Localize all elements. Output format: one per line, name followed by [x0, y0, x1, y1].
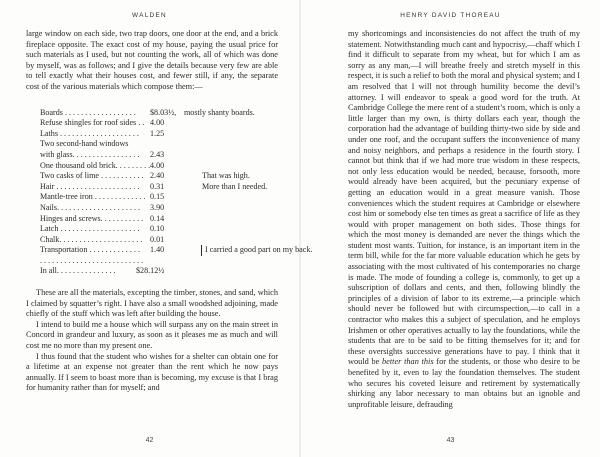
account-total-amount: $28.12½: [136, 266, 165, 276]
cost-accounts-table: [40, 107, 313, 278]
account-item: Hair . . . . . . . . . . . . . . . . . . . . .: [40, 181, 140, 191]
account-item: Two second-hand windows: [40, 139, 129, 149]
right-page: [301, 0, 600, 457]
account-row: [40, 203, 278, 214]
account-item: Mantle-tree iron . . . . . . . . . . . . .: [40, 192, 146, 202]
account-row: [40, 256, 278, 267]
page-number-left: 42: [145, 437, 154, 444]
continued-paragraph: [348, 29, 580, 410]
paragraph-text: my shortcomings and inconsistencies do not affect the truth of my statement. Notwithstanding much cant and hypocrisy,—chaff which I find it difficult to separate from my wheat, but for which I am as sorry as any man,—I will breathe freely and stretch myself in this respect, it is such a relief to both the moral and physical system; and I am resolved that I will not through humility become the devil’s attorney. I will endeavor to speak a good word for the truth. At Cambridge College the mere rent of a student’s room, which is only a little larger than my own, is thirty dollars each year, though the corporation had the advantage of building thirty-two side by side and under one roof, and the occupant suffers the inconvenience of many and noisy neighbors, and perhaps a residence in the fourth story. I cannot but think that if we had more true wisdom in these respects, not only less education would be needed, because, forsooth, more would already have been acquired, but the pecuniary expense of getting an education would in a great measure vanish. Those conveniences which the student requires at Cambridge or elsewhere cost him or somebody else ten times as great a sacrifice of life as they would with proper management on both sides. Those things for which the most money is demanded are never the things which the student most wants. Tuition, for instance, is an important item in the term bill, while for the far more valuable education which he gets by associating with the most cultivated of his contemporaries no charge is made. The mode of founding a college is, commonly, to get up a subscription of dollars and cents, and then, following blindly the principles of a division of labor to its extreme,—a principle which should never be followed but with circumspection,—to call in a contractor who makes this a subject of speculation, and he employs Irishmen or other operatives actually to lay the foundations, while the students that are to be said to be fitting themselves for it; and for these oversights successive generations have to pay. I think that it would be: [348, 29, 580, 367]
account-item: Boards . . . . . . . . . . . . . . . . . .: [40, 107, 136, 117]
account-total-row: [40, 266, 278, 277]
account-row: [40, 171, 278, 182]
account-row: [40, 192, 278, 203]
account-note: That was high.: [202, 171, 250, 181]
account-item: Transportation . . . . . . . . . . . . .: [40, 245, 140, 255]
account-row: [40, 161, 278, 172]
account-amount: $8.03½,: [150, 107, 177, 117]
account-amount: 2.43: [150, 149, 165, 159]
account-leader: . . . . . . . . . . . . . . . . . . . . . . . . . .: [40, 255, 144, 265]
account-note: More than I needed.: [202, 181, 268, 191]
account-item: Chalk. . . . . . . . . . . . . . . . . . . . .: [40, 234, 143, 244]
paragraph: I intend to build me a house which will surpass any on the main street in Concord in grandeur and luxury, as soon as it pleases me as much and will cost me no more than my present one.: [26, 319, 278, 351]
account-row: [40, 214, 278, 225]
page-number-right: 43: [446, 437, 455, 444]
account-amount: 3.90: [150, 202, 165, 212]
left-page-body: [26, 29, 313, 394]
account-amount: 0.15: [150, 192, 165, 202]
account-row: [40, 139, 278, 150]
account-row: [40, 224, 278, 235]
opening-paragraph: large window on each side, two trap doors, one door at the end, and a brick fireplace opposite. The exact cost of my house, paying the usual price for such materials as I used, but not counting the work, all of which was done by myself, was as follows; and I give the details because very few are able to tell exactly what their houses cost, and fewer still, if any, the separate cost of the various materials which compose them:—: [26, 29, 278, 91]
account-amount: 4.00: [150, 118, 165, 128]
account-item: Refuse shingles for roof sides . .: [40, 118, 145, 128]
account-amount: 2.40: [150, 171, 165, 181]
account-item: Hinges and screws. . . . . . . . . . .: [40, 213, 144, 223]
account-item: One thousand old brick. . . . . . . . .: [40, 160, 151, 170]
account-row: [40, 235, 278, 246]
account-total-label: In all. . . . . . . . . . . . . . .: [40, 266, 116, 276]
account-item: Nails. . . . . . . . . . . . . . . . . . . . .: [40, 202, 141, 212]
account-row: [40, 150, 278, 161]
account-amount: 1.40: [150, 245, 165, 255]
account-item: Latch . . . . . . . . . . . . . . . . . . . .: [40, 224, 140, 234]
account-amount: 4.00: [150, 160, 165, 170]
right-page-body: [348, 29, 580, 410]
italic-phrase: better than this: [382, 357, 434, 367]
account-note: mostly shanty boards.: [184, 107, 255, 117]
running-head-right: HENRY DAVID THOREAU: [400, 12, 501, 19]
account-bracket-note: I carried a good part on my back.: [201, 245, 315, 256]
account-amount: 0.10: [150, 224, 165, 234]
account-row: [40, 108, 278, 119]
account-row: [40, 118, 278, 129]
paragraph: I thus found that the student who wishes for a shelter can obtain one for a lifetime at an expense not greater than the rent which he now pays annually. If I seem to boast more than is becoming, my excuse is that I brag for humanity rather than for myself; and: [26, 351, 278, 393]
account-amount: 0.31: [150, 181, 165, 191]
account-row: [40, 182, 278, 193]
account-row: [40, 245, 313, 256]
paragraph: These are all the materials, excepting the timber, stones, and sand, which I claimed by squatter’s right. I have also a small woodshed adjoining, made chiefly of the stuff which was left after building the house.: [26, 288, 278, 319]
account-item: Two casks of lime . . . . . . . . . . .: [40, 171, 144, 181]
paragraph-text: for the students, or those who desire to be benefited by it, even to lay the foundation themselves. The student who secures his coveted leisure and retirement by systematically shirking any labor necessary to man obtains but an ignoble and unprofitable leisure, defrauding: [348, 357, 580, 409]
account-amount: 0.01: [150, 234, 165, 244]
account-item: Laths . . . . . . . . . . . . . . . . . . . .: [40, 128, 139, 138]
running-head-left: WALDEN: [132, 12, 167, 19]
account-amount: 1.25: [150, 128, 165, 138]
account-item: with glass. . . . . . . . . . . . . . . . .: [40, 149, 140, 159]
account-row: [40, 129, 278, 140]
account-amount: 0.14: [150, 213, 165, 223]
